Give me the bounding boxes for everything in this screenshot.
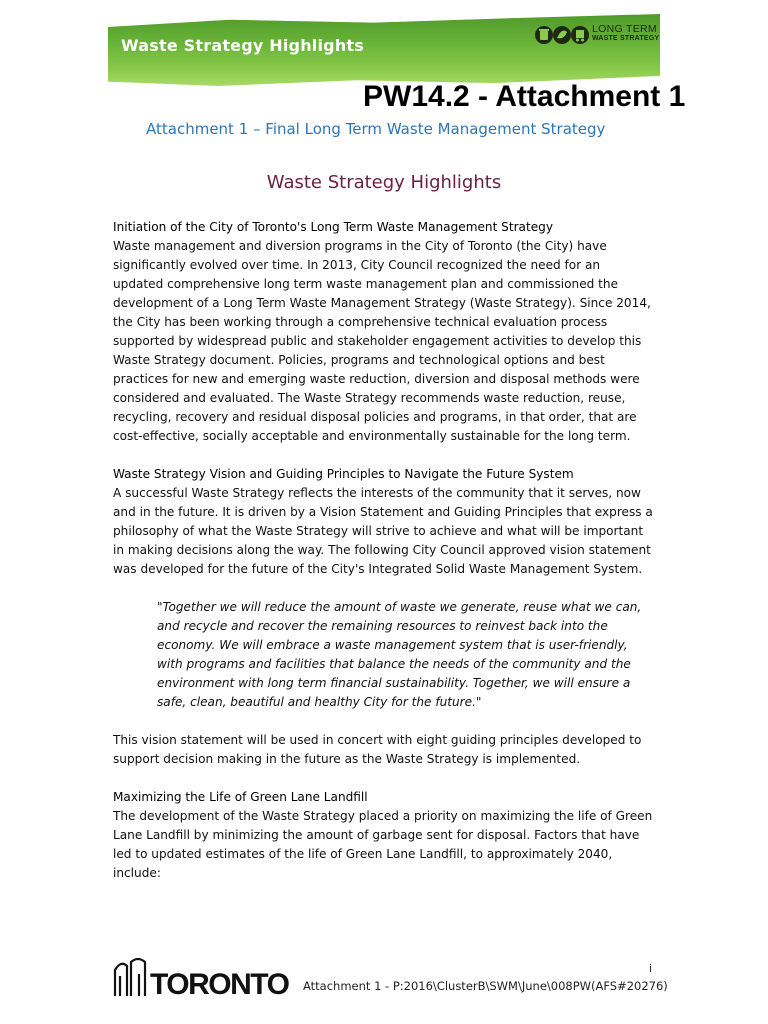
waste-cart-icon	[571, 26, 589, 44]
attachment-title: PW14.2 - Attachment 1	[363, 80, 686, 113]
page-number: i	[649, 962, 653, 975]
banner-title: Waste Strategy Highlights	[121, 36, 364, 55]
section-paragraph: A successful Waste Strategy reflects the interests of the community that it serves, now and in the future. It is driven by a Vision Statement and Guiding Principles that express a philosophy of what the Waste Strategy will strive to achieve and what will be important in making decisions along the way. The following City Council approved vision statement was developed for the future of the City's Integrated Solid Waste Management System.	[113, 486, 653, 576]
recycle-bin-icon	[535, 26, 553, 44]
section-heading: Initiation of the City of Toronto's Long Term Waste Management Strategy	[113, 220, 553, 234]
document-body	[113, 218, 653, 883]
toronto-wordmark: TORONTO	[150, 968, 289, 1001]
leaf-circle-icon	[553, 26, 571, 44]
logo-text	[592, 24, 662, 44]
waste-icons	[534, 24, 590, 46]
vision-statement-quote: "Together we will reduce the amount of waste we generate, reuse what we can, and recycle and recover the remaining resources to reinvest back into the economy. We will embrace a waste management system that is user-friendly, with programs and facilities that balance the needs of the community and the environment with long term financial sustainability. Together, we will ensure a safe, clean, beautiful and healthy City for the future."	[157, 600, 642, 709]
logo-line2: WASTE STRATEGY	[592, 35, 660, 42]
section-paragraph: Waste management and diversion programs in the City of Toronto (the City) have significantly evolved over time. In 2013, City Council recognized the need for an updated comprehensive long term waste management plan and commissioned the development of a Long Term Waste Management Strategy (Waste Strategy). Since 2014, the City has been working through a comprehensive technical evaluation process supported by widespread public and stakeholder engagement activities to develop this Waste Strategy document. Policies, programs and technological options and best practices for new and emerging waste reduction, diversion and disposal methods were considered and evaluated. The Waste Strategy recommends waste reduction, reuse, recycling, recovery and residual disposal policies and programs, in that order, that are cost-effective, socially acceptable and environmentally sustainable for the long term.	[113, 239, 651, 443]
toronto-logo	[112, 956, 289, 1001]
city-hall-icon	[115, 959, 145, 996]
section-heading: Waste Strategy Vision and Guiding Principles to Navigate the Future System	[113, 467, 574, 481]
document-subtitle: Attachment 1 – Final Long Term Waste Management Strategy	[146, 120, 606, 138]
section-paragraph: The development of the Waste Strategy placed a priority on maximizing the life of Green Lane Landfill by minimizing the amount of garbage sent for disposal. Factors that have led to updated estimates of the life of Green Lane Landfill, to approximately 2040, include:	[113, 809, 653, 880]
footer-reference: Attachment 1 - P:2016\ClusterB\SWM\June\008PW(AFS#20276)	[303, 979, 668, 993]
logo-line1: LONG TERM	[592, 23, 657, 35]
section-heading: Maximizing the Life of Green Lane Landfill	[113, 790, 368, 804]
long-term-waste-strategy-logo	[534, 24, 658, 46]
section-paragraph: This vision statement will be used in concert with eight guiding principles developed to support decision making in the future as the Waste Strategy is implemented.	[113, 733, 642, 766]
page-heading: Waste Strategy Highlights	[266, 172, 502, 193]
